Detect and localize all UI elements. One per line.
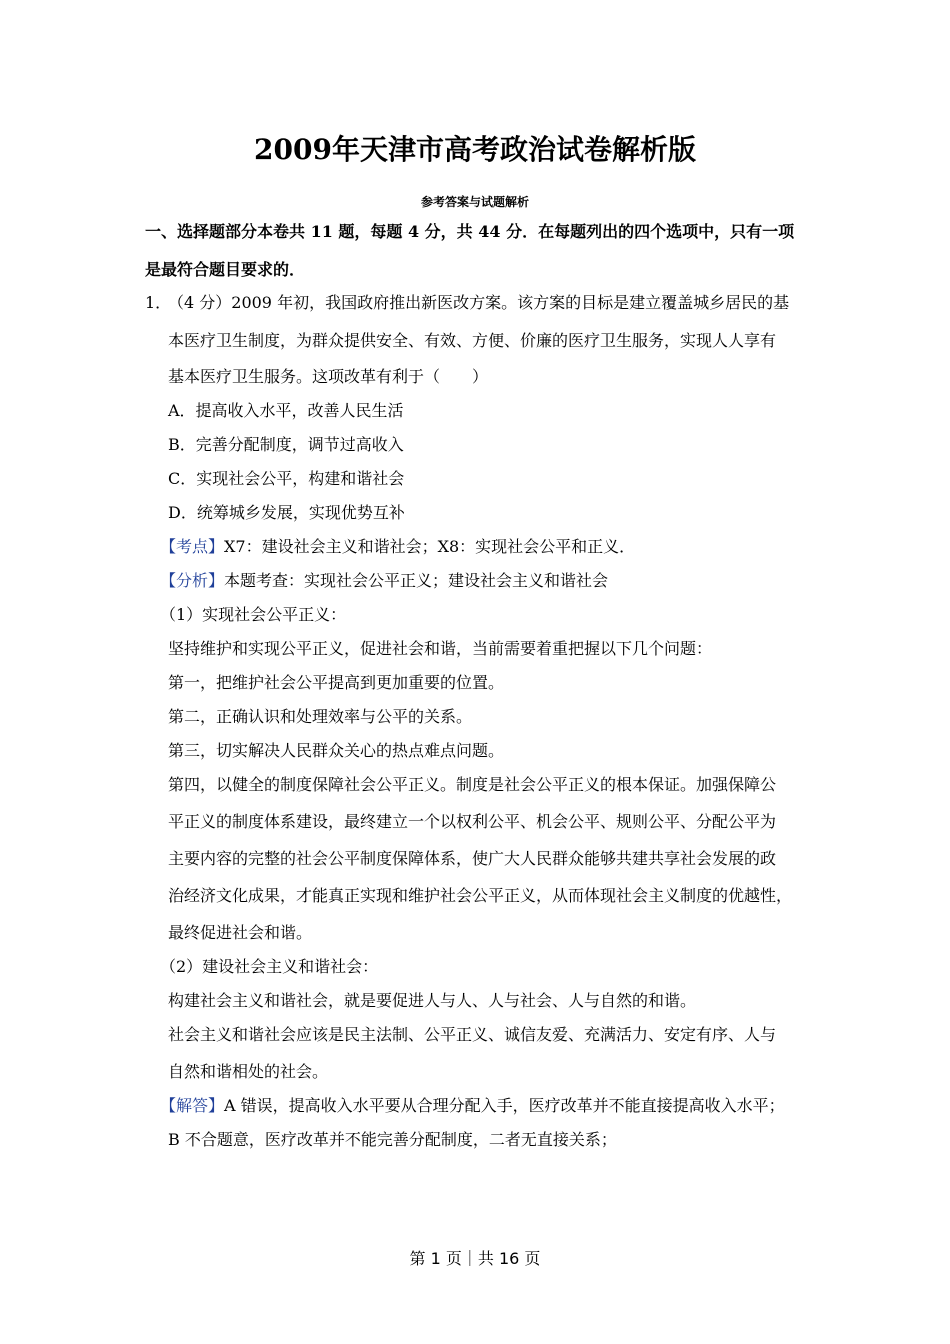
kaodian-tag: 【考点】 [160, 537, 225, 556]
page-footer: 第 1 页｜共 16 页 [409, 1249, 541, 1268]
fenxi-text: 本题考查：实现社会公平正义；建设社会主义和谐社会 [224, 571, 609, 590]
section-heading-line2: 是最符合题目要求的． [145, 260, 306, 279]
option-d: D．统筹城乡发展，实现优势互补 [168, 503, 405, 522]
analysis-line: 坚持维护和实现公平正义，促进社会和谐，当前需要着重把握以下几个问题： [168, 639, 713, 658]
document-title: 2009年天津市高考政治试卷解析版 [254, 133, 696, 166]
fenxi-row [160, 564, 608, 598]
option-b: B．完善分配制度，调节过高收入 [168, 435, 404, 454]
fenxi-tag: 【分析】 [160, 571, 225, 590]
jieda-line2: B 不合题意，医疗改革并不能完善分配制度，二者无直接关系； [168, 1130, 617, 1149]
analysis-line: （1）实现社会公平正义： [160, 605, 347, 624]
document-subtitle: 参考答案与试题解析 [420, 195, 529, 209]
jieda-text: A 错误，提高收入水平要从合理分配入手，医疗改革并不能直接提高收入水平； [224, 1096, 785, 1115]
question-number: 1． [145, 293, 172, 312]
analysis-line: 自然和谐相处的社会。 [168, 1062, 329, 1081]
analysis-line: 第一，把维护社会公平提高到更加重要的位置。 [168, 673, 505, 692]
analysis-line: 主要内容的完整的社会公平制度保障体系，使广大人民群众能够共建共享社会发展的政 [168, 849, 777, 868]
analysis-line: 第四，以健全的制度保障社会公平正义。制度是社会公平正义的根本保证。加强保障公 [168, 775, 777, 794]
section-heading-line1: 一、选择题部分本卷共 11 题，每题 4 分，共 44 分．在每题列出的四个选项中，只有一项 [145, 222, 795, 241]
kaodian-text: X7：建设社会主义和谐社会；X8：实现社会公平和正义． [224, 537, 636, 556]
question-stem-line3: 基本医疗卫生服务。这项改革有利于（ ） [168, 367, 489, 386]
analysis-line: （2）建设社会主义和谐社会： [160, 957, 379, 976]
analysis-line: 第二，正确认识和处理效率与公平的关系。 [168, 707, 473, 726]
option-a: A．提高收入水平，改善人民生活 [168, 401, 404, 420]
option-c: C．实现社会公平，构建和谐社会 [168, 469, 405, 488]
analysis-line: 第三，切实解决人民群众关心的热点难点问题。 [168, 741, 505, 760]
analysis-line: 平正义的制度体系建设，最终建立一个以权利公平、机会公平、规则公平、分配公平为 [168, 812, 777, 831]
analysis-line: 治经济文化成果，才能真正实现和维护社会公平正义，从而体现社会主义制度的优越性， [168, 886, 793, 905]
jieda-row [160, 1089, 785, 1123]
analysis-line: 社会主义和谐社会应该是民主法制、公平正义、诚信友爱、充满活力、安定有序、人与 [168, 1025, 777, 1044]
question-stem-line2: 本医疗卫生制度，为群众提供安全、有效、方便、价廉的医疗卫生服务，实现人人享有 [168, 331, 777, 350]
question-stem-line1: （4 分）2009 年初，我国政府推出新医改方案。该方案的目标是建立覆盖城乡居民的基 [168, 293, 790, 312]
kaodian-row [160, 530, 635, 564]
analysis-line: 最终促进社会和谐。 [168, 923, 313, 942]
analysis-line: 构建社会主义和谐社会，就是要促进人与人、人与社会、人与自然的和谐。 [168, 991, 697, 1010]
jieda-tag: 【解答】 [160, 1096, 225, 1115]
